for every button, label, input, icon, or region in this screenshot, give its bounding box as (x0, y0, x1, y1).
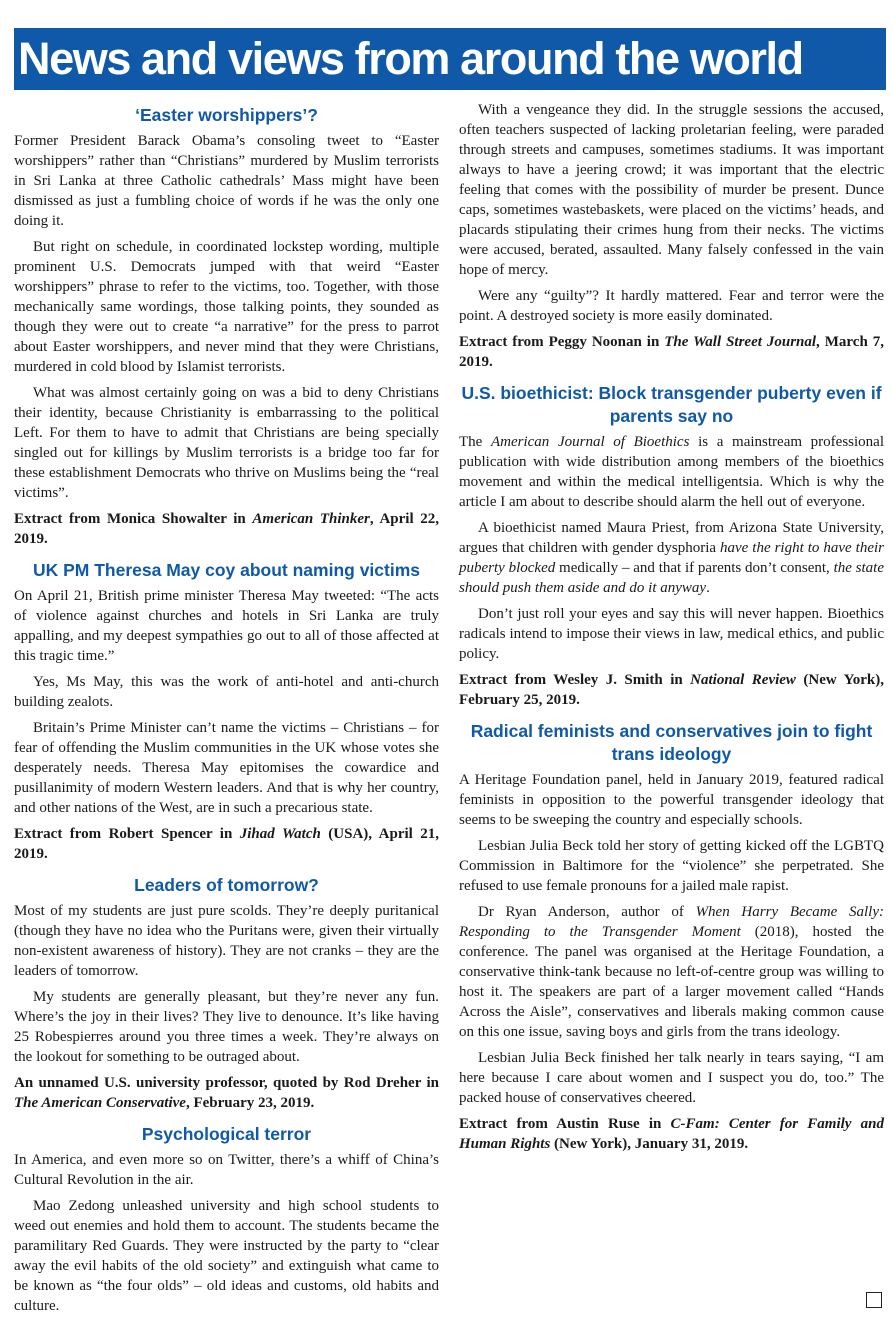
text-run: Dr Ryan Anderson, author of (478, 904, 696, 920)
article-easter-worshippers (14, 104, 439, 549)
text-run: (2018), hosted the conference. The panel was organised at the Heritage Foundation, a conservative think-tank because no left-of-centre group was willing to host it. The speakers are part of a larger movement called “Hands Across the Aisle”, conservatives and liberals making common cause on this one issue, saving boys and girls from the trans ideology. (459, 924, 884, 1040)
article-title: Leaders of tomorrow? (134, 875, 319, 895)
article-paragraph: My students are generally pleasant, but they’re never any fun. Where’s the joy in their lives? They live to denounce. It’s like having 25 Robespierres around you three times a week. They’re always on the lookout for something to be outraged about. (14, 989, 439, 1065)
source-author: Extract from Peggy Noonan in (459, 334, 665, 350)
article-source (459, 1114, 884, 1154)
article-paragraph: Former President Barack Obama’s consoling tweet to “Easter worshippers” rather than “Christians” murdered by Muslim terrorists in Sri Lanka at three Catholic cathedrals’ Mass might have been dismissed as just a fumbling choice of words if he was the only one doing it. (14, 133, 439, 229)
text-run: is a mainstream professional publication with wide distribution among members of the bioethics movement and within the medical intelligentsia. Which is why the article I am about to describe should alarm the hell out of everyone. (459, 434, 884, 510)
article-paragraph: A Heritage Foundation panel, held in January 2019, featured radical feminists in opposition to the powerful transgender ideology that seems to be sweeping the country and especially schools. (459, 772, 884, 828)
article-source (14, 824, 439, 864)
article-source (459, 670, 884, 710)
article-paragraph: Mao Zedong unleashed university and high school students to weed out enemies and hold them to account. The students became the paramilitary Red Guards. They were instructed by the party to “clear away the evil habits of the old society” and extinguish what came to be known as “the four olds” – old ideas and customs, old habits and culture. (14, 1198, 439, 1314)
source-author: Extract from Austin Ruse in (459, 1116, 671, 1132)
article-paragraph: Yes, Ms May, this was the work of anti-hotel and anti-church building zealots. (14, 674, 439, 710)
source-publication: National Review (690, 672, 796, 688)
source-publication: The American Conservative (14, 1095, 186, 1111)
right-column (459, 100, 884, 1164)
article-psychological-terror (14, 1123, 439, 1316)
source-author: Extract from Monica Showalter in (14, 511, 253, 527)
article-paragraph: With a vengeance they did. In the struggle sessions the accused, often teachers suspected of lacking proletarian feeling, were paraded through streets and campuses, sometimes stadiums. It was important always to have a jeering crowd; it was important that the electric feeling that comes with the possibility of murder be present. Dunce caps, sometimes wastebaskets, were placed on the victims’ heads, and placards stipulating their crimes hung from their necks. The victims were accused, berated, assaulted. Many falsely confessed in the vain hope of mercy. (459, 102, 884, 278)
left-column (14, 100, 439, 1322)
article-radical-feminists (459, 720, 884, 1154)
source-date: (New York), January 31, 2019. (550, 1136, 749, 1152)
article-title: U.S. bioethicist: Block transgender puberty even if parents say no (461, 383, 882, 426)
emphasis-text: have the right to have their puberty blocked (459, 540, 884, 576)
journal-title: American Journal of Bioethics (490, 434, 690, 450)
source-author: An unnamed U.S. university professor, quoted by Rod Dreher in (14, 1075, 439, 1091)
source-publication: American Thinker (252, 511, 370, 527)
article-paragraph: On April 21, British prime minister Theresa May tweeted: “The acts of violence against churches and hotels in Sri Lanka are truly appalling, and my deepest sympathies go out to all of those affected at this tragic time.” (14, 588, 439, 664)
article-bioethicist (459, 382, 884, 710)
article-paragraph: But right on schedule, in coordinated lockstep wording, multiple prominent U.S. Democrats jumped with that weird “Easter worshippers” phrase to refer to the victims, too. Together, with those mechanically same wordings, those talking points, they sounded as though they were out to create “a narrative” for the press to parrot about Easter worshippers, and never mind that they were Christians, murdered in cold blood by Islamist terrorists. (14, 239, 439, 375)
text-run: . (706, 580, 710, 596)
article-paragraph: Britain’s Prime Minister can’t name the victims – Christians – for fear of offending the Muslim communities in the UK whose votes she desperately needs. Theresa May epitomises the cowardice and pusillanimity of modern Western leaders. And that is why her country, and other nations of the West, are in such a precarious state. (14, 720, 439, 816)
article-title: Radical feminists and conservatives join to fight trans ideology (470, 721, 873, 764)
article-paragraph: Were any “guilty”? It hardly mattered. Fear and terror were the point. A destroyed society is more easily dominated. (459, 288, 884, 324)
article-title: ‘Easter worshippers’? (135, 105, 318, 125)
text-run: The (459, 434, 491, 450)
source-publication: Jihad Watch (239, 826, 321, 842)
source-publication: C-Fam: Center for Family and Human Rights (459, 1116, 884, 1152)
article-paragraph (459, 902, 884, 1042)
source-publication: The Wall Street Journal (664, 334, 817, 350)
source-date: (New York), February 25, 2019. (459, 672, 885, 708)
source-author: Extract from Wesley J. Smith in (459, 672, 691, 688)
page-banner-title: News and views from around the world (14, 28, 886, 90)
source-date: , March 7, 2019. (459, 334, 884, 370)
article-paragraph: Most of my students are just pure scolds. They’re deeply puritanical (though they have no idea who the Puritans were, given their virtually non-existent awareness of history). They are not cranks – they are the leaders of tomorrow. (14, 903, 439, 979)
article-source (14, 509, 439, 549)
article-psychological-terror-continued (459, 100, 884, 372)
article-paragraph: Lesbian Julia Beck finished her talk nearly in tears saying, “I am here because I care about women and I suspect you do, too.” The packed house of conservatives cheered. (459, 1050, 884, 1106)
text-run: medically – and that if parents don’t consent, (555, 560, 834, 576)
article-paragraph: Lesbian Julia Beck told her story of getting kicked off the LGBTQ Commission in Baltimore for the “violence” she perpetrated. She refused to use female pronouns for a jailed male rapist. (459, 838, 884, 894)
source-date: (USA), April 21, 2019. (14, 826, 439, 862)
article-paragraph (459, 518, 884, 598)
article-paragraph: What was almost certainly going on was a bid to deny Christians their identity, because Christianity is embarrassing to the political Left. For them to have to admit that Christians are being specially singled out for killings by Muslim terrorists is a bridge too far for these establishment Democrats who thrive on Muslims being the “real victims”. (14, 385, 439, 501)
article-theresa-may (14, 559, 439, 864)
emphasis-text: the state should push them aside and do it anyway (459, 560, 885, 596)
article-title: Psychological terror (141, 1124, 312, 1144)
article-paragraph: Don’t just roll your eyes and say this will never happen. Bioethics radicals intend to impose their views in law, medical ethics, and public policy. (459, 606, 884, 662)
text-run: A bioethicist named Maura Priest, from Arizona State University, argues that children with gender dysphoria (459, 520, 884, 556)
source-date: , April 22, 2019. (14, 511, 439, 547)
article-paragraph (459, 432, 884, 512)
article-paragraph: In America, and even more so on Twitter, there’s a whiff of China’s Cultural Revolution in the air. (14, 1152, 439, 1188)
end-of-article-box-icon (866, 1292, 882, 1308)
book-title: When Harry Became Sally: Responding to the Transgender Moment (459, 904, 884, 940)
article-source (459, 332, 884, 372)
article-title: UK PM Theresa May coy about naming victims (32, 560, 421, 580)
article-leaders-of-tomorrow (14, 874, 439, 1113)
source-date: , February 23, 2019. (185, 1095, 315, 1111)
source-author: Extract from Robert Spencer in (14, 826, 240, 842)
article-source (14, 1073, 439, 1113)
